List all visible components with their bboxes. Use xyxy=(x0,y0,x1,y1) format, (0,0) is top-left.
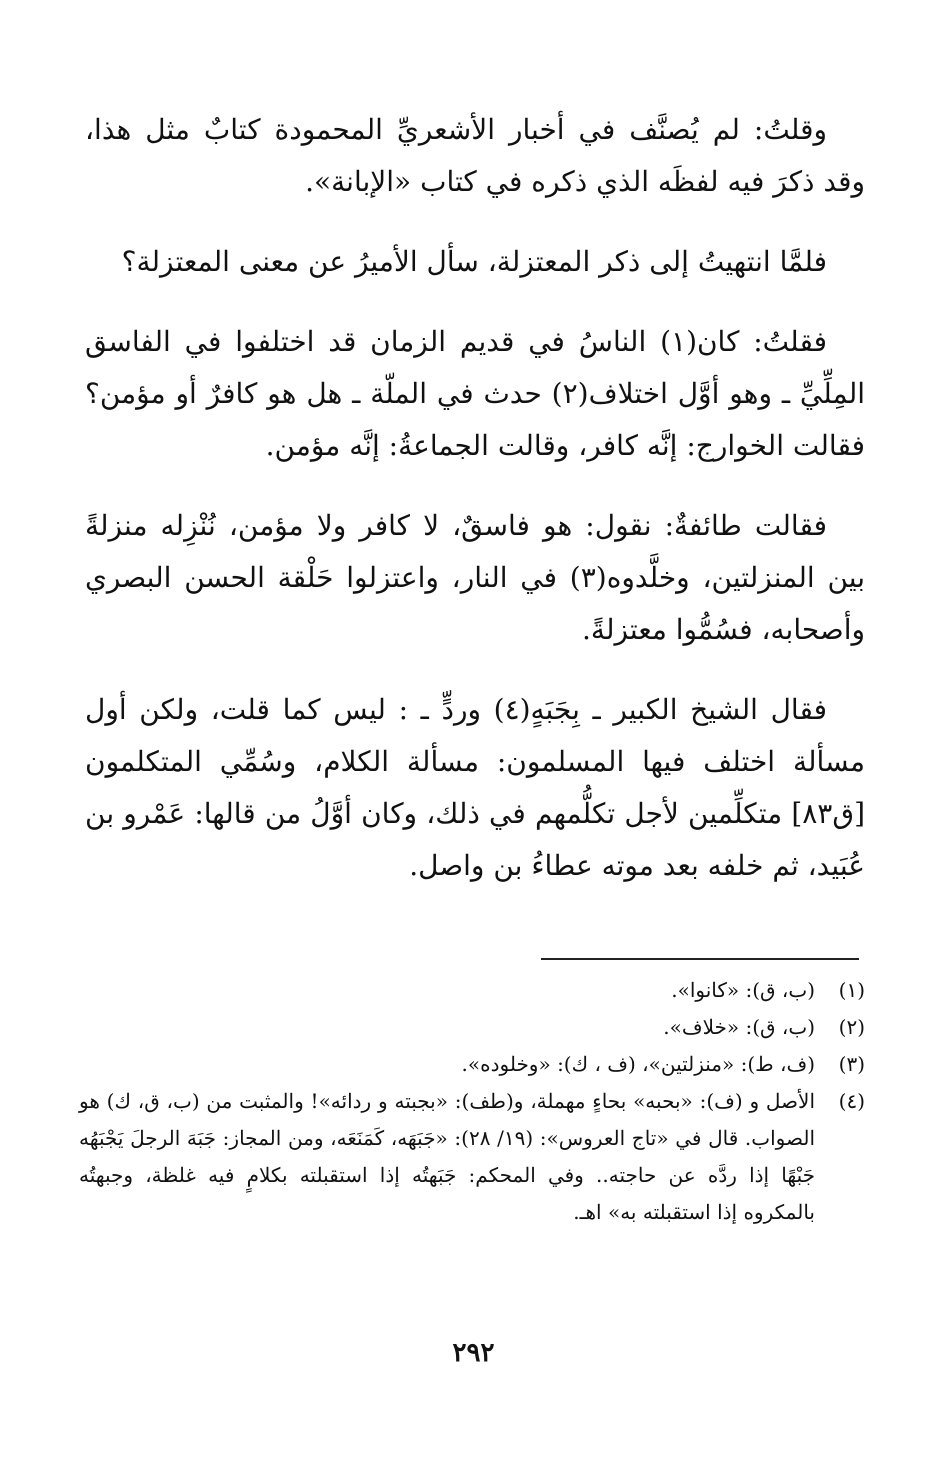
paragraph-5: فقال الشيخ الكبير ـ بِجَبَهٍ(٤) وردٍّ ـ : ليس كما قلت، ولكن أول مسألة اختلف فيها المسلمون: مسألة الكلام، وسُمِّي المتكلمون [ق٨٣] متكلِّمين لأجل تكلُّمهم في ذلك، وكان أوَّلُ من قالها: عَمْرو بن عُبَيد، ثم خلفه بعد موته عطاءُ بن واصل. xyxy=(85,693,865,882)
footnote-separator xyxy=(541,958,859,960)
footnote-number: (١) xyxy=(838,978,865,1002)
footnote-number: (٣) xyxy=(838,1052,865,1076)
footnote-number: (٤) xyxy=(838,1089,865,1113)
footnote-2 xyxy=(79,1009,865,1046)
footnotes xyxy=(79,972,865,1231)
footnote-text: (ب، ق): «كانوا». xyxy=(671,978,815,1002)
footnote-1 xyxy=(79,972,865,1009)
main-text xyxy=(85,104,865,920)
footnote-text: (ف، ط): «منزلتين»، (ف ، ك): «وخلوده». xyxy=(461,1052,815,1076)
paragraph-4: فقالت طائفةٌ: نقول: هو فاسقٌ، لا كافر ولا مؤمن، نُنْزِله منزلةً بين المنزلتين، وخلَّدوه(٣) في النار، واعتزلوا حَلْقة الحسن البصري وأصحابه، فسُمُّوا معتزلةً. xyxy=(85,509,865,646)
footnote-text: الأصل و (ف): «بحبه» بحاءٍ مهملة، و(طف): «بجبته و ردائه»! والمثبت من (ب، ق، ك) هو الصواب. قال في «تاج العروس»: (١٩/ ٢٨): «جَبَهَه، كَمَنَعَه، ومن المجاز: جَبَهَ الرجلَ يَجْبَهُه جَبْهًا إذا ردَّه عن حاجته.. وفي المحكم: جَبَهتُه إذا استقبلته بكلامٍ فيه غلظة، وجبهتُه بالمكروه إذا استقبلته به» اهـ. xyxy=(79,1089,815,1224)
footnote-text: (ب، ق): «خلاف». xyxy=(663,1015,815,1039)
footnote-3 xyxy=(79,1046,865,1083)
page-number: ٢٩٢ xyxy=(452,1338,495,1368)
paragraph-3: فقلتُ: كان(١) الناسُ في قديم الزمان قد اختلفوا في الفاسق المِلِّيِّ ـ وهو أوَّل اختلاف(٢) حدث في الملّة ـ هل هو كافرٌ أو مؤمن؟ فقالت الخوارج: إنَّه كافر، وقالت الجماعةُ: إنَّه مؤمن. xyxy=(85,325,866,462)
footnote-4 xyxy=(79,1083,865,1231)
footnote-number: (٢) xyxy=(838,1015,865,1039)
paragraph-2: فلمَّا انتهيتُ إلى ذكر المعتزلة، سأل الأميرُ عن معنى المعتزلة؟ xyxy=(121,245,827,278)
paragraph-1: وقلتُ: لم يُصنَّف في أخبار الأشعريِّ المحمودة كتابٌ مثل هذا، وقد ذكرَ فيه لفظَه الذي ذكره في كتاب «الإبانة». xyxy=(85,113,865,198)
